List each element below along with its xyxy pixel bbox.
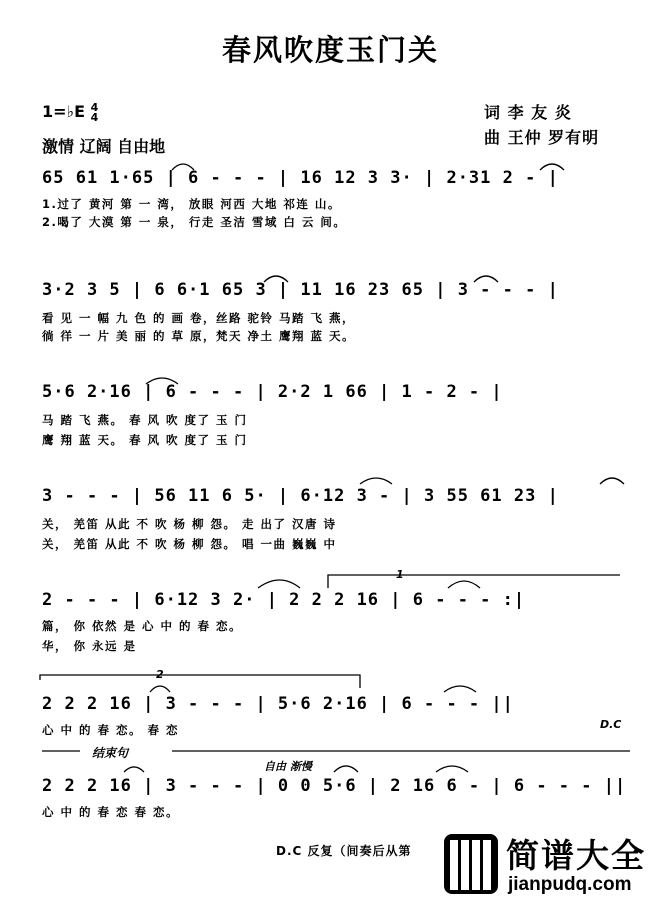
volta-1-line [328,575,620,588]
lyricist-credit: 词 李 友 炎 [484,103,572,122]
lyric-line-4-verse-2: 关， 羌笛 从此 不 吹 杨 柳 怨。 唱 一曲 巍巍 中 [42,537,337,551]
lyric-line-3-verse-1: 马 踏 飞 燕。 春 风 吹 度了 玉 门 [42,413,248,427]
volta-2-label: 2 [156,668,164,681]
lyric-line-2-verse-2: 徜 徉 一 片 美 丽 的 草 原，梵天 净土 鹰翔 蓝 天。 [42,329,356,343]
slur [124,767,144,772]
time-bottom: 4 [90,110,99,124]
song-title: 春风吹度玉门关 [221,33,439,67]
dc-mark: D.C [600,718,622,731]
slur [150,686,170,692]
piano-keys-icon [442,828,502,898]
notation-line-5: 2 - - - | 6·12 3 2· | 2 2 2 16 | 6 - - - :| [42,590,526,610]
logo-url[interactable]: jianpudq.com [508,874,632,895]
notation-line-6: 2 2 2 16 | 3 - - - | 5·6 2·16 | 6 - - - || [42,694,514,714]
lyric-line-4-verse-1: 关， 羌笛 从此 不 吹 杨 柳 怨。 走 出了 汉唐 诗 [42,517,337,531]
footer-note: D.C 反复（间奏后从第 [276,844,412,858]
volta-2-line [40,675,360,688]
ending-label: 结束句 [92,746,129,760]
lyric-line-1-verse-2: 2.喝了 大漠 第 一 泉， 行走 圣洁 雪域 白 云 间。 [42,215,347,229]
lyric-line-6: 心 中 的 春 恋。 春 恋 [42,723,180,737]
slur [258,580,300,588]
slur [600,478,624,484]
lyric-ending: 心 中 的 春 恋 春 恋。 [42,805,180,819]
time-signature [90,100,99,124]
slur [360,478,392,484]
slur [444,686,476,692]
notation-ending: 2 2 2 16 | 3 - - - | 0 0 5·6 | 2 16 6 - | 6 - - - || [42,776,627,796]
slur [334,766,358,772]
expression-marking: 自由 渐慢 [264,760,312,773]
site-logo[interactable] [440,826,661,901]
time-top: 4 [90,100,99,114]
notation-line-3: 5·6 2·16 | 6 - - - | 2·2 1 66 | 1 - 2 - | [42,382,503,402]
lyric-line-1-verse-1: 1.过了 黄河 第 一 湾， 放眼 河西 大地 祁连 山。 [42,197,341,211]
notation-line-1: 65 61 1·65 | 6 - - - | 16 12 3 3· | 2·31 2 - | [42,168,559,188]
notation-line-4: 3 - - - | 56 11 6 5· | 6·12 3 - | 3 55 61 23 | [42,486,559,506]
lyric-line-2-verse-1: 看 见 一 幅 九 色 的 画 卷，丝路 驼铃 马踏 飞 燕， [42,311,356,325]
logo-name: 简谱大全 [506,836,646,875]
volta-1-label: 1 [396,568,404,581]
lyric-line-3-verse-2: 鹰 翔 蓝 天。 春 风 吹 度了 玉 门 [42,433,248,447]
notation-line-2: 3·2 3 5 | 6 6·1 65 3 | 11 16 23 65 | 3 - - - | [42,280,559,300]
slur [436,766,468,772]
composer-credit: 曲 王仲 罗有明 [484,128,600,147]
slur [448,581,480,588]
lyric-line-5-verse-2: 华， 你 永远 是 [42,639,137,653]
lyric-line-5-verse-1: 篇， 你 依然 是 心 中 的 春 恋。 [42,619,243,633]
key-value: 1=♭E [42,102,86,121]
key-signature [42,102,98,123]
tempo-marking: 激情 辽阔 自由地 [42,137,166,156]
